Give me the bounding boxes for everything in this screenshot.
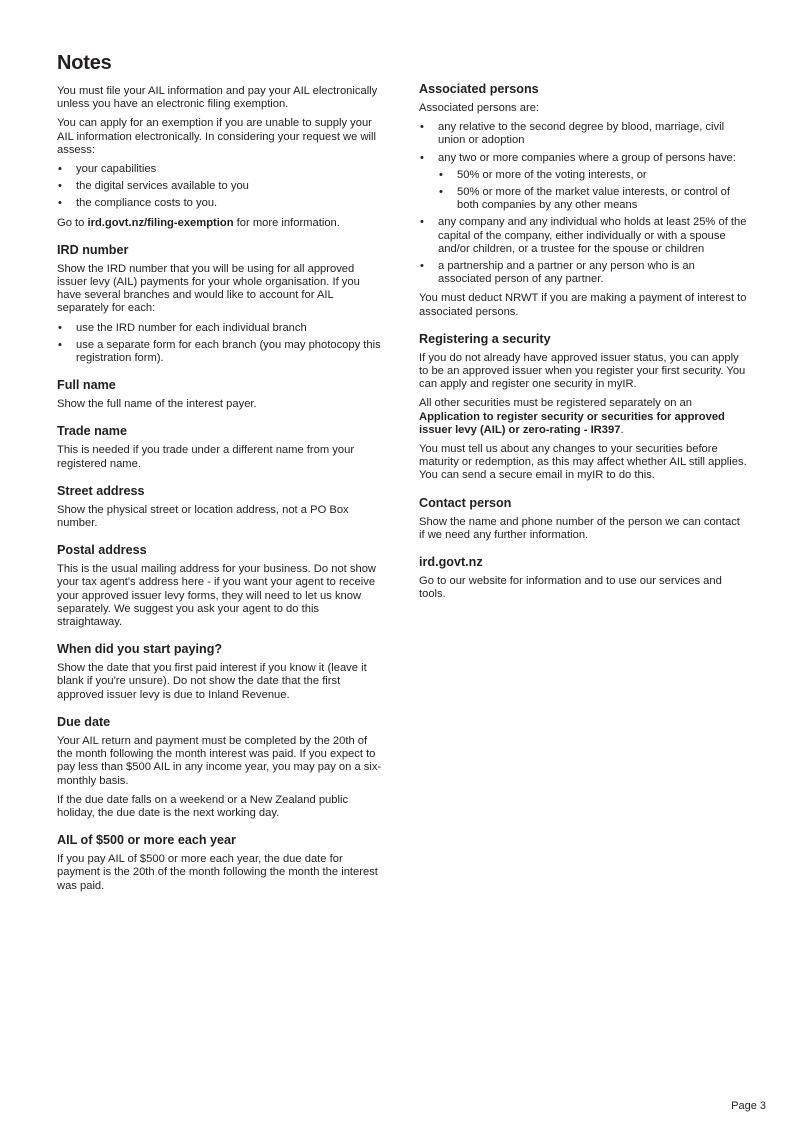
ir397-prefix: All other securities must be registered separately on an: [419, 397, 692, 410]
associated-persons-heading: Associated persons: [419, 82, 539, 96]
list-item: • any company and any individual who holds at least 25% of the capital of the company, either individually or with a spouse and/or children, or a trustee for the spouse or children: [419, 216, 747, 256]
list-item: • use the IRD number for each individual branch: [57, 322, 385, 335]
exemption-criteria-list: [57, 163, 385, 211]
right-column: [419, 82, 747, 607]
contact-person-heading: Contact person: [419, 495, 512, 510]
trade-name-paragraph: This is needed if you trade under a different name from your registered name.: [57, 444, 355, 470]
filing-exemption-paragraph: [57, 217, 385, 230]
website-paragraph: Go to our website for information and to use our services and tools.: [419, 575, 722, 601]
registering-security-heading: Registering a security: [419, 331, 551, 346]
ir397-paragraph: [419, 397, 747, 437]
sub-list-item: • 50% or more of the voting interests, or: [438, 169, 747, 182]
start-paying-heading: When did you start paying?: [57, 642, 223, 657]
registering-security-paragraph: If you do not already have approved issuer status, you can apply to be an approved issuer when you register your first security. You can apply and register one security in myIR.: [419, 351, 746, 391]
sub-list-item: • 50% or more of the market value interests, or control of both companies by any other means: [438, 186, 747, 212]
page-number: Page 3: [731, 1100, 766, 1112]
ird-number-list: [57, 322, 385, 366]
full-name-heading: Full name: [57, 378, 116, 393]
filing-exemption-link[interactable]: ird.govt.nz/filing-exemption: [87, 216, 234, 229]
list-item: [419, 152, 747, 213]
due-date-heading: Due date: [57, 714, 111, 729]
list-item-text: any two or more companies where a group of persons have:: [438, 151, 736, 164]
list-item: • use a separate form for each branch (you may photocopy this registration form).: [57, 339, 385, 365]
ird-number-heading: IRD number: [57, 242, 129, 257]
page-title: Notes: [57, 52, 112, 74]
list-item: • the digital services available to you: [57, 180, 385, 193]
associated-persons-intro: Associated persons are:: [419, 102, 540, 114]
list-item: • the compliance costs to you.: [57, 197, 385, 210]
due-date-paragraph: Your AIL return and payment must be completed by the 20th of the month following the month interest was paid. If you expect to pay less than $500 AIL in any income year, you may pay on a six-monthly basis.: [57, 734, 382, 787]
due-date-holiday-paragraph: If the due date falls on a weekend or a New Zealand public holiday, the due date is the next working day.: [57, 793, 349, 819]
postal-address-paragraph: This is the usual mailing address for your business. Do not show your tax agent's address here - if you want your agent to receive your approved issuer levy forms, they will need to let us know separately. We suggest you ask your agent to do this straightaway.: [57, 563, 376, 629]
ird-number-paragraph: Show the IRD number that you will be using for all approved issuer levy (AIL) payments for your whole organisation. If you have several branches and would like to account for AIL separately for each:: [57, 262, 360, 315]
go-to-prefix: Go to: [57, 216, 88, 229]
postal-address-heading: Postal address: [57, 543, 147, 558]
full-name-paragraph: Show the full name of the interest payer.: [57, 398, 257, 411]
ir397-form-name: Application to register security or securities for approved issuer levy (AIL) or zero-rating - IR397: [419, 410, 725, 436]
website-heading: ird.govt.nz: [419, 555, 483, 570]
street-address-heading: Street address: [57, 483, 145, 498]
ail-500-paragraph: If you pay AIL of $500 or more each year, the due date for payment is the 20th of the month following the month the interest was paid.: [57, 853, 378, 892]
nrwt-paragraph: You must deduct NRWT if you are making a payment of interest to associated persons.: [419, 292, 747, 318]
street-address-paragraph: Show the physical street or location address, not a PO Box number.: [57, 503, 349, 530]
ir397-suffix: .: [620, 423, 624, 436]
list-item: • a partnership and a partner or any person who is an associated person of any partner.: [419, 260, 747, 286]
go-to-suffix: for more information.: [233, 216, 340, 229]
list-item: • your capabilities: [57, 163, 385, 176]
associated-persons-list: [419, 121, 747, 286]
left-column: [57, 85, 385, 899]
companies-sub-list: [438, 169, 747, 213]
intro-paragraph: You must file your AIL information and pay your AIL electronically unless you have an electronic filing exemption.: [57, 85, 378, 111]
list-item: • any relative to the second degree by blood, marriage, civil union or adoption: [419, 121, 747, 147]
ail-500-heading: AIL of $500 or more each year: [57, 833, 236, 848]
securities-changes-paragraph: You must tell us about any changes to your securities before maturity or redemption, as this may affect whether AIL still applies. You can send a secure email in myIR to do this.: [419, 443, 747, 482]
start-paying-paragraph: Show the date that you first paid interest if you know it (leave it blank if you're unsure). Do not show the date that the first approved issuer levy is due to Inland Revenue.: [57, 662, 367, 701]
trade-name-heading: Trade name: [57, 424, 127, 439]
exemption-paragraph: You can apply for an exemption if you are unable to supply your AIL information electronically. In considering your request we will assess:: [57, 117, 376, 156]
contact-person-paragraph: Show the name and phone number of the person we can contact if we need any further information.: [419, 515, 740, 541]
